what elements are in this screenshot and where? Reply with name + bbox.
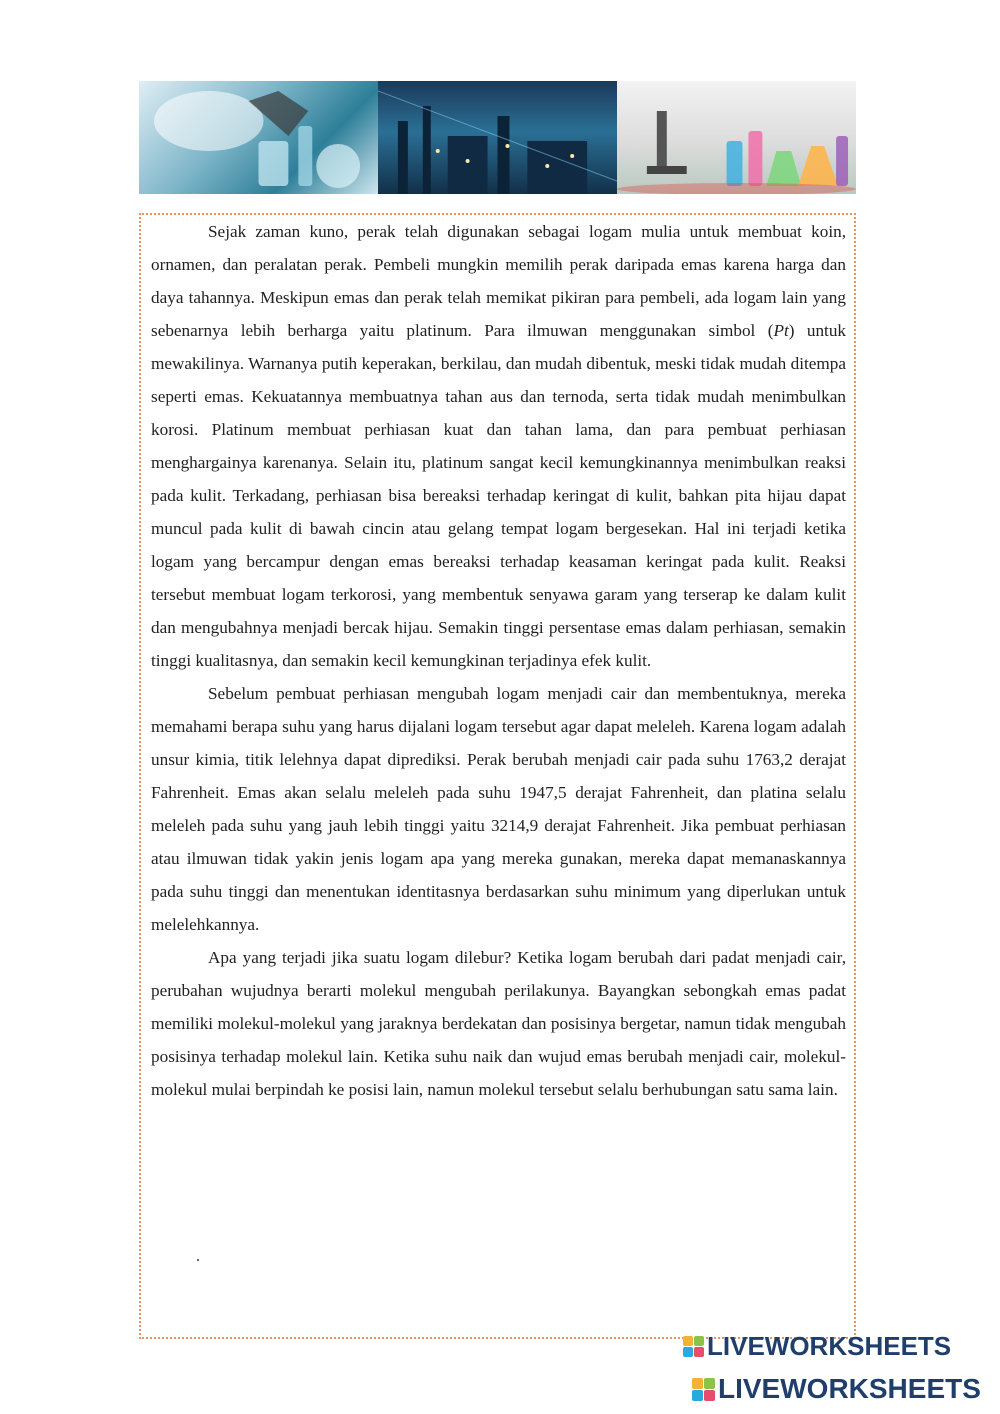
liveworksheets-logo-icon [683,1336,704,1357]
liveworksheets-watermark [683,1331,951,1362]
lab-glassware-image [617,81,856,194]
watermark-text: LIVEWORKSHEETS [718,1373,981,1404]
refinery-night-image [378,81,617,194]
paragraph-3: Apa yang terjadi jika suatu logam dilebur? Ketika logam berubah dari padat menjadi cair, perubahan wujudnya berarti molekul mengubah perilakunya. Bayangkan sebongkah emas padat memiliki molekul-molekul yang jaraknya berdekatan dan posisinya bergetar, namun tidak mengubah posisinya terhadap molekul lain. Ketika suhu naik dan wujud emas berubah menjadi cair, molekul-molekul mulai berpindah ke posisi lain, namun molekul tersebut selalu berhubungan satu sama lain. [151,948,846,1099]
article-body [151,215,846,1106]
liveworksheets-watermark [692,1373,981,1405]
laboratory-scientist-image [139,81,378,194]
liveworksheets-logo-icon [692,1378,715,1401]
paragraph-1: Sejak zaman kuno, perak telah digunakan sebagai logam mulia untuk membuat koin, ornamen, dan peralatan perak. Pembeli mungkin memilih perak daripada emas karena harga dan daya tahannya. Meskipun emas dan perak telah memikat pikiran para pembeli, ada logam lain yang sebenarnya lebih berharga yaitu platinum. Para ilmuwan menggunakan simbol (Pt) untuk mewakilinya. Warnanya putih keperakan, berkilau, dan mudah dibentuk, meski tidak mudah ditempa seperti emas. Kekuatannya membuatnya tahan aus dan ternoda, serta tidak mudah menimbulkan korosi. Platinum membuat perhiasan kuat dan tahan lama, dan para pembuat perhiasan menghargainya karenanya. Selain itu, platinum sangat kecil kemungkinannya menimbulkan reaksi pada kulit. Terkadang, perhiasan bisa bereaksi terhadap keringat di kulit, bahkan pita hijau dapat muncul pada kulit di bawah cincin atau gelang tempat logam bergesekan. Hal ini terjadi ketika logam yang bercampur dengan emas bereaksi terhadap keasaman keringat pada kulit. Reaksi tersebut membuat logam terkorosi, yang membentuk senyawa garam yang terserap ke dalam kulit dan mengubahnya menjadi bercak hijau. Semakin tinggi persentase emas dalam perhiasan, semakin tinggi kualitasnya, dan semakin kecil kemungkinan terjadinya efek kulit. [151,222,847,670]
stray-mark: . [196,1248,200,1265]
watermark-text: LIVEWORKSHEETS [707,1331,952,1361]
paragraph-2: Sebelum pembuat perhiasan mengubah logam menjadi cair dan membentuknya, mereka memahami berapa suhu yang harus dijalani logam tersebut agar dapat meleleh. Karena logam adalah unsur kimia, titik lelehnya dapat diprediksi. Perak berubah menjadi cair pada suhu 1763,2 derajat Fahrenheit. Emas akan selalu meleleh pada suhu 1947,5 derajat Fahrenheit, dan platina selalu meleleh pada suhu yang jauh lebih tinggi yaitu 3214,9 derajat Fahrenheit. Jika pembuat perhiasan atau ilmuwan tidak yakin jenis logam apa yang mereka gunakan, mereka dapat memanaskannya pada suhu tinggi dan menentukan identitasnya berdasarkan suhu minimum yang diperlukan untuk melelehkannya. [151,684,846,934]
header-banner [139,81,856,194]
